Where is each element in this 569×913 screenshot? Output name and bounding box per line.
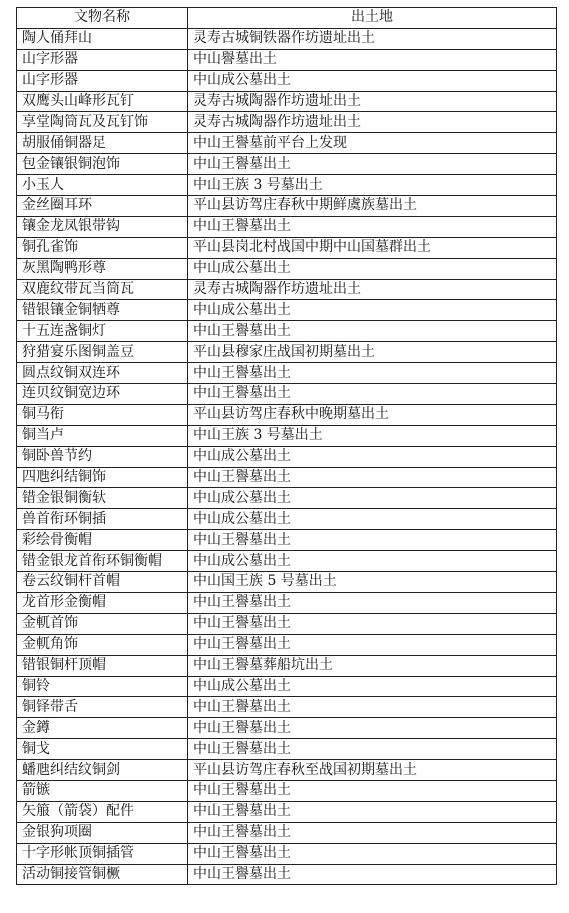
excavation-site-cell: 中山成公墓出土 [188,488,557,509]
table-row [17,279,557,300]
table-row [17,216,557,237]
table-row [17,425,557,446]
table-row [17,655,557,676]
relic-name-cell: 包金镶银铜泡饰 [17,154,188,175]
relic-name-cell: 四虺纠结铜饰 [17,467,188,488]
table-row [17,446,557,467]
excavation-site-cell: 灵寿古城铜铁器作坊遗址出土 [188,28,557,49]
relic-name-cell: 镶金龙凤银带钩 [17,216,188,237]
excavation-site-cell: 灵寿古城陶器作坊遗址出土 [188,91,557,112]
excavation-site-cell: 灵寿古城陶器作坊遗址出土 [188,112,557,133]
excavation-site-cell: 中山成公墓出土 [188,551,557,572]
excavation-site-cell: 中山王譽墓出土 [188,864,557,885]
relic-name-cell: 陶人俑拜山 [17,28,188,49]
relic-name-cell: 小玉人 [17,175,188,196]
excavation-site-cell: 中山王族 3 号墓出土 [188,425,557,446]
relic-name-cell: 灰黑陶鸭形尊 [17,258,188,279]
excavation-site-cell: 中山成公墓出土 [188,676,557,697]
excavation-site-cell: 中山王譽墓出土 [188,592,557,613]
relic-table [16,7,557,885]
relic-name-cell: 金鐏 [17,718,188,739]
excavation-site-cell: 平山县访驾庄春秋中期鲜虞族墓出土 [188,196,557,217]
relic-name-cell: 铜卧兽节约 [17,446,188,467]
relic-name-cell: 龙首形金衡帽 [17,592,188,613]
table-row [17,112,557,133]
excavation-site-cell: 平山县访驾庄春秋中晚期墓出土 [188,404,557,425]
excavation-site-cell: 中山王譽墓出土 [188,613,557,634]
excavation-site-cell: 平山县岗北村战国中期中山国墓群出土 [188,237,557,258]
table-row [17,154,557,175]
relic-name-cell: 享堂陶筒瓦及瓦钉饰 [17,112,188,133]
table-row [17,404,557,425]
excavation-site-cell: 中山王譽墓出土 [188,697,557,718]
table-row [17,676,557,697]
excavation-site-cell: 中山王譽墓出土 [188,363,557,384]
relic-name-cell: 金丝圈耳环 [17,196,188,217]
relic-name-cell: 连贝纹铜宽边环 [17,384,188,405]
excavation-site-cell: 中山王譽墓出土 [188,780,557,801]
table-row [17,634,557,655]
excavation-site-cell: 平山县访驾庄春秋至战国初期墓出土 [188,760,557,781]
relic-name-cell: 山字形器 [17,70,188,91]
table-row [17,739,557,760]
relic-name-cell: 胡服俑铜器足 [17,133,188,154]
table-row [17,592,557,613]
excavation-site-cell: 中山国王族 5 号墓出土 [188,572,557,593]
relic-name-cell: 铜铃 [17,676,188,697]
relic-name-cell: 双鹰头山峰形瓦钉 [17,91,188,112]
table-row [17,467,557,488]
excavation-site-cell: 中山成公墓出土 [188,70,557,91]
table-row [17,530,557,551]
table-row [17,363,557,384]
relic-name-cell: 活动铜接管铜橛 [17,864,188,885]
table-row [17,864,557,885]
excavation-site-cell: 中山王族 3 号墓出土 [188,175,557,196]
table-row [17,300,557,321]
table-row [17,28,557,49]
relic-name-cell: 金軏角饰 [17,634,188,655]
table-row [17,175,557,196]
excavation-site-cell: 中山成公墓出土 [188,509,557,530]
excavation-site-cell: 中山成公墓出土 [188,446,557,467]
relic-name-cell: 错金银龙首衔环铜衡帽 [17,551,188,572]
relic-name-cell: 错银镶金铜牺尊 [17,300,188,321]
excavation-site-cell: 中山王譽墓出土 [188,739,557,760]
excavation-site-cell: 中山王譽墓出土 [188,822,557,843]
relic-name-cell: 十字形帐顶铜插管 [17,843,188,864]
header-relic-name: 文物名称 [17,8,188,29]
relic-name-cell: 圆点纹铜双连环 [17,363,188,384]
excavation-site-cell: 中山王譽墓出土 [188,216,557,237]
table-row [17,91,557,112]
relic-name-cell: 彩绘骨衡帽 [17,530,188,551]
excavation-site-cell: 中山王譽墓出土 [188,384,557,405]
table-row [17,843,557,864]
excavation-site-cell: 灵寿古城陶器作坊遗址出土 [188,279,557,300]
excavation-site-cell: 中山王譽墓出土 [188,843,557,864]
relic-name-cell: 错银铜杆顶帽 [17,655,188,676]
excavation-site-cell: 中山王譽墓出土 [188,801,557,822]
table-row [17,342,557,363]
relic-name-cell: 铜当卢 [17,425,188,446]
table-row [17,70,557,91]
excavation-site-cell: 中山王譽墓出土 [188,154,557,175]
excavation-site-cell: 中山王譽墓葬船坑出土 [188,655,557,676]
excavation-site-cell: 中山王譽墓出土 [188,530,557,551]
table-row [17,697,557,718]
relic-name-cell: 金银狗项圈 [17,822,188,843]
relic-name-cell: 十五连盏铜灯 [17,321,188,342]
relic-name-cell: 蟠虺纠结纹铜剑 [17,760,188,781]
excavation-site-cell: 中山王譽墓出土 [188,718,557,739]
excavation-site-cell: 中山譽墓出土 [188,49,557,70]
relic-name-cell: 矢箙（箭袋）配件 [17,801,188,822]
excavation-site-cell: 中山王譽墓出土 [188,467,557,488]
table-row [17,258,557,279]
relic-name-cell: 箭镞 [17,780,188,801]
table-row [17,133,557,154]
relic-name-cell: 铜铎带舌 [17,697,188,718]
excavation-site-cell: 中山成公墓出土 [188,258,557,279]
relic-name-cell: 错金银铜衡轪 [17,488,188,509]
table-row [17,613,557,634]
table-row [17,801,557,822]
relic-name-cell: 铜马衔 [17,404,188,425]
relic-name-cell: 山字形器 [17,49,188,70]
table-row [17,780,557,801]
relic-name-cell: 兽首衔环铜插 [17,509,188,530]
table-row [17,718,557,739]
header-excavation-site: 出土地 [188,8,557,29]
table-row [17,49,557,70]
excavation-site-cell: 中山成公墓出土 [188,300,557,321]
relic-name-cell: 铜戈 [17,739,188,760]
table-body [17,28,557,885]
header-row [17,8,557,29]
relic-name-cell: 双鹿纹带瓦当筒瓦 [17,279,188,300]
table-row [17,488,557,509]
table-row [17,822,557,843]
excavation-site-cell: 中山王譽墓出土 [188,321,557,342]
table-row [17,196,557,217]
table-row [17,551,557,572]
relic-name-cell: 铜孔雀饰 [17,237,188,258]
table-row [17,509,557,530]
relic-name-cell: 金軏首饰 [17,613,188,634]
table-row [17,572,557,593]
table-row [17,237,557,258]
table-row [17,384,557,405]
table-row [17,760,557,781]
relic-name-cell: 卷云纹铜杆首帽 [17,572,188,593]
relic-name-cell: 狩猎宴乐图铜盖豆 [17,342,188,363]
table-row [17,321,557,342]
excavation-site-cell: 中山王譽墓前平台上发现 [188,133,557,154]
excavation-site-cell: 平山县穆家庄战国初期墓出土 [188,342,557,363]
excavation-site-cell: 中山王譽墓出土 [188,634,557,655]
relic-table-container [16,7,557,885]
